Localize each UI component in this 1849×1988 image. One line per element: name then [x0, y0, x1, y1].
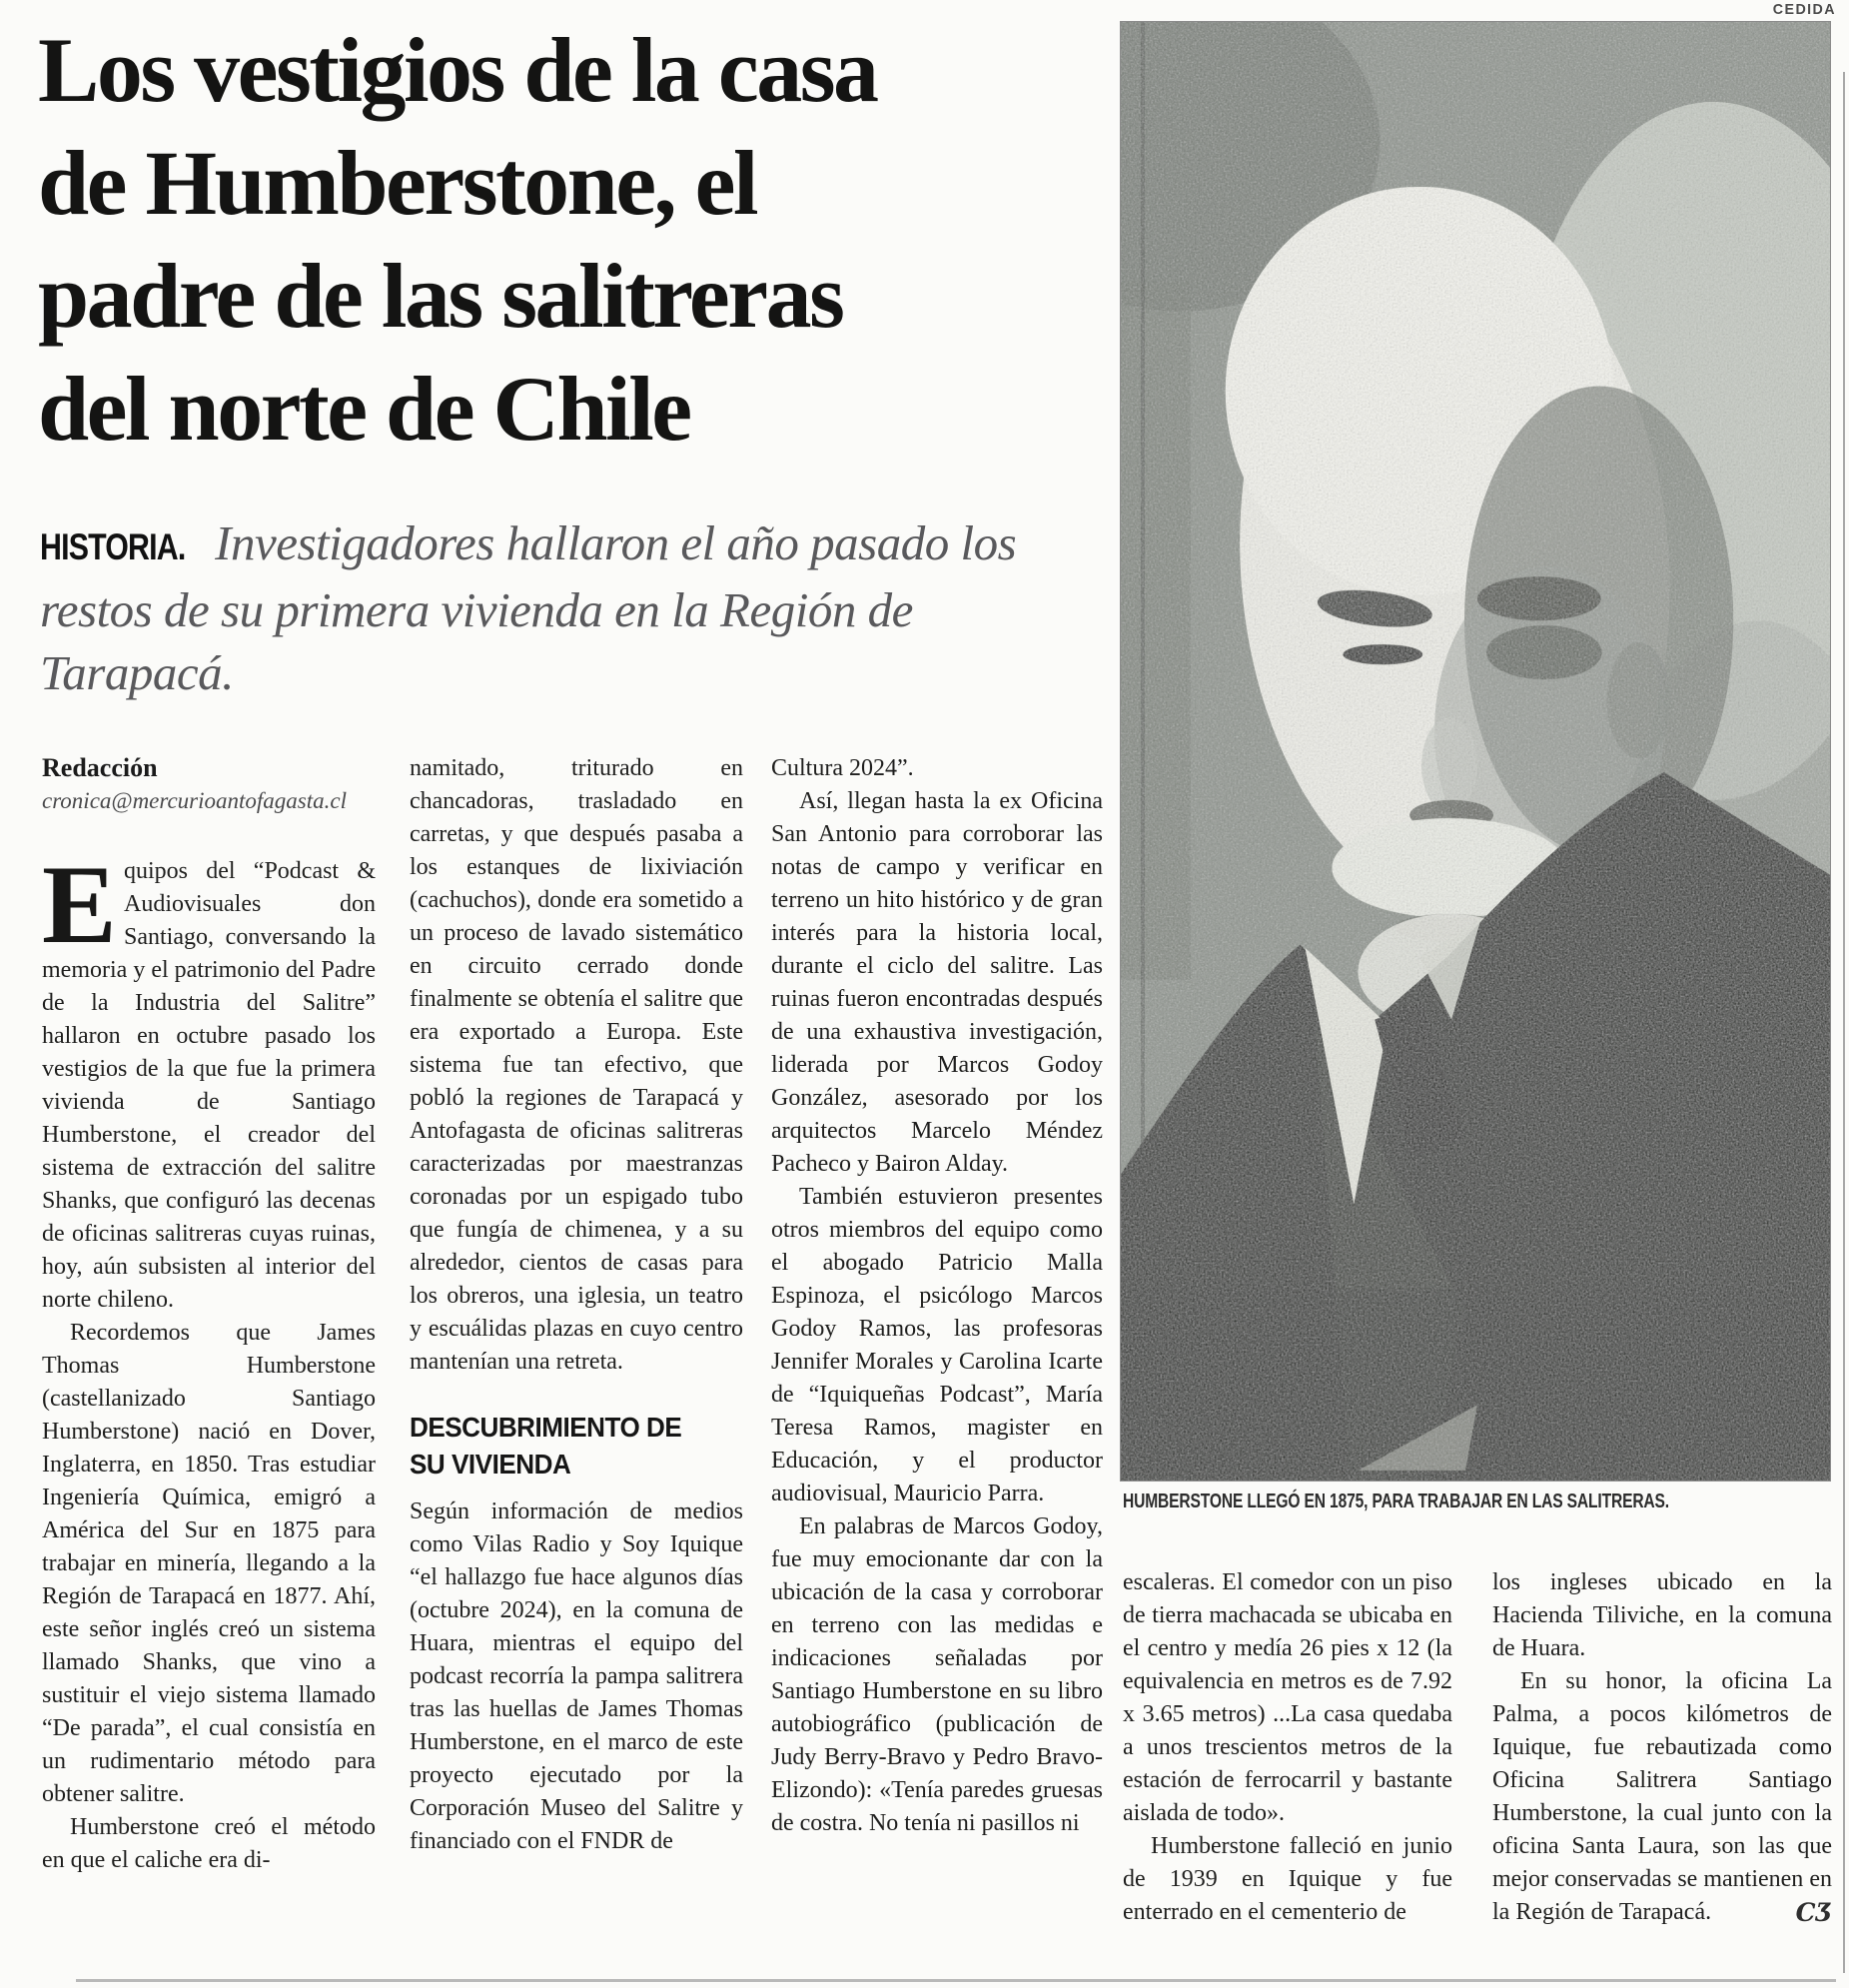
paragraph-text: En su honor, la oficina La Palma, a pocos kilómetros de Iquique, fue rebautizada como Oficina Salitrera Santiago Humberstone, la cual junto con la oficina Santa Laura, son las que mejor conservadas se mantienen en la Región de Tarapacá. — [1492, 1668, 1832, 1925]
right-column-rule — [1843, 72, 1845, 1973]
body-column-4 — [1123, 1566, 1452, 1980]
byline-author: Redacción — [42, 753, 158, 782]
article-end-mark: CƷ — [1795, 1898, 1832, 1927]
paragraph: escaleras. El comedor con un piso de tierra machacada se ubicaba en el centro y medía 26 pies x 12 (la equivalencia en metros es de 7.92 x 3.65 metros) ...La casa quedaba a unos trescientos metros de la estación de ferrocarril y bastante aislada de todo». — [1123, 1569, 1452, 1826]
headline — [38, 14, 1122, 466]
headline-line-3: padre de las salitreras — [38, 245, 843, 347]
paragraph: namitado, triturado en chancadoras, trasladado en carretas, y que después pasaba a los estanques de lixiviación (cachuchos), donde era sometido a un proceso de lavado sistemático en circuito cerrado donde finalmente se obtenía el salitre que era exportado a Europa. Este sistema fue tan efectivo, que pobló la regiones de Tarapacá y Antofagasta de oficinas salitreras caracterizadas por maestranzas coronadas por un espigado tubo que fungía de chimenea, y a su alrededor, cientos de casas para los obreros, una iglesia, un teatro y escuálidas plazas en cuyo centro mantenían una retreta. — [410, 755, 743, 1375]
body-column-2 — [410, 752, 743, 1977]
body-column-3 — [771, 752, 1103, 1977]
headline-line-1: Los vestigios de la casa — [38, 19, 877, 121]
byline — [42, 751, 377, 817]
paragraph — [42, 855, 376, 1317]
paragraph: En palabras de Marcos Godoy, fue muy emocionante dar con la ubicación de la casa y corroborar en terreno con las medidas e indicaciones señaladas por Santiago Humberstone en su libro autobiográfico (publicación de Judy Berry-Bravo y Pedro Bravo-Elizondo): «Tenía paredes gruesas de costra. No tenía ni pasillos ni — [771, 1513, 1103, 1836]
deck-text: Investigadores hallaron el año pasado los restos de su primera vivienda en la Región de Tarapacá. — [40, 515, 1017, 700]
paragraph-text: quipos del “Podcast & Audiovisuales don Santiago, conversando la memoria y el patrimonio del Padre de la Industria del Salitre” hallaron en octubre pasado los vestigios de la que fue la primera vivienda de Santiago Humberstone, el creador del sistema de extracción del salitre Shanks, que configuró las decenas de oficinas salitreras cuyas ruinas, hoy, aún subsisten al interior del norte chileno. — [42, 858, 376, 1313]
paragraph: Humberstone creó el método en que el caliche era di- — [42, 1814, 376, 1873]
paragraph: Recordemos que James Thomas Humberstone (castellanizado Santiago Humberstone) nació en Dover, Inglaterra, en 1850. Tras estudiar Ingeniería Química, emigró a América del Sur en 1875 para trabajar en minería, llegando a la Región de Tarapacá en 1877. Ahí, este señor inglés creó un sistema llamado Shanks, que vino a sustituir el viejo sistema llamado “De parada”, el cual consistía en un rudimentario método para obtener salitre. — [42, 1320, 376, 1807]
body-column-1 — [42, 855, 376, 1976]
dropcap: E — [42, 855, 117, 967]
byline-email: cronica@mercurioantofagasta.cl — [42, 788, 347, 813]
paragraph: También estuvieron presentes otros miembros del equipo como el abogado Patricio Malla Espinoza, el psicólogo Marcos Godoy Ramos, las profesoras Jennifer Morales y Carolina Icarte de “Iquiqueñas Podcast”, María Teresa Ramos, magister en Educación, y el productor audiovisual, Mauricio Parra. — [771, 1184, 1103, 1506]
photo-caption: HUMBERSTONE LLEGÓ EN 1875, PARA TRABAJAR EN LAS SALITRERAS. — [1123, 1491, 1669, 1512]
paragraph: Humberstone falleció en junio de 1939 en Iquique y fue enterrado en el cementerio de — [1123, 1833, 1452, 1925]
photo-credit: CEDIDA — [1772, 1, 1836, 18]
paragraph: Así, llegan hasta la ex Oficina San Antonio para corroborar las notas de campo y verificar en terreno un hito histórico y de gran interés para la historia local, durante el ciclo del salitre. Las ruinas fueron encontradas después de una exhaustiva investigación, liderada por Marcos Godoy González, asesorado por los arquitectos Marcelo Méndez Pacheco y Bairon Alday. — [771, 788, 1103, 1177]
paragraph: Según información de medios como Vilas Radio y Soy Iquique “el hallazgo fue hace algunos días (octubre 2024), en la comuna de Huara, mientras el equipo del podcast recorría la pampa salitrera tras las huellas de James Thomas Humberstone, en el marco de este proyecto ejecutado por la Corporación Museo del Salitre y financiado con el FNDR de — [410, 1498, 743, 1854]
portrait-photo — [1120, 21, 1831, 1482]
portrait-photo-illustration — [1121, 22, 1830, 1481]
paragraph: Cultura 2024”. — [771, 755, 914, 781]
section-kicker: HISTORIA. — [40, 526, 186, 567]
deck — [40, 511, 1114, 704]
headline-line-2: de Humberstone, el — [38, 132, 757, 234]
headline-line-4: del norte de Chile — [38, 358, 690, 460]
subhead: DESCUBRIMIENTO DE SU VIVIENDA — [410, 1412, 682, 1480]
paragraph: los ingleses ubicado en la Hacienda Tiliviche, en la comuna de Huara. — [1492, 1569, 1832, 1661]
bottom-rule — [76, 1979, 1836, 1982]
paragraph — [1492, 1665, 1832, 1929]
body-column-5 — [1492, 1566, 1832, 1980]
